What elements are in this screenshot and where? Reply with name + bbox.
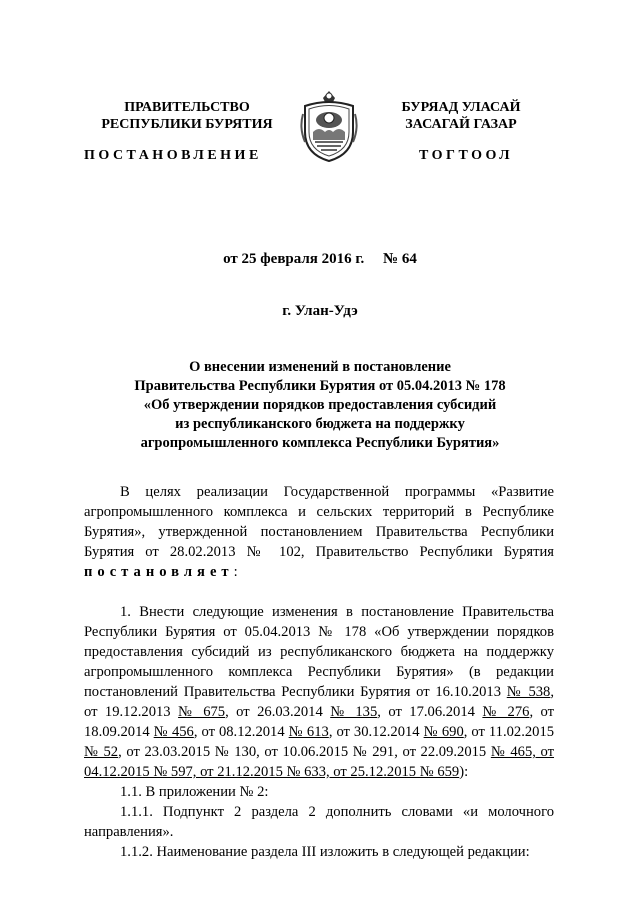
amendment-link[interactable]: № 538 (506, 684, 551, 700)
amendment-link[interactable]: № 465, от 04.12.2015 № 597, от 21.12.2015 № 633, от 25.12.2015 № 659 (84, 744, 555, 780)
document-subject (0, 358, 640, 453)
paragraph-item-1-1: 1.1. В приложении № 2: (120, 784, 269, 800)
amendment-date-text: , от 23.03.2015 № 130, от 10.06.2015 № 291, от 22.09.2015 (118, 744, 491, 760)
document-body (84, 482, 554, 862)
amendment-date-text: ): (459, 764, 469, 780)
amendment-link[interactable]: № 675 (178, 704, 226, 720)
amendment-link[interactable]: № 52 (84, 744, 119, 760)
subject-line: Правительства Республики Бурятия от 05.04.2013 № 178 (134, 378, 506, 394)
coat-of-arms-emblem (299, 88, 359, 164)
paragraph-item-1-1-1: 1.1.1. Подпункт 2 раздела 2 дополнить словами «и молочного направления». (84, 804, 554, 840)
subject-line: из республиканского бюджета на поддержку (175, 416, 465, 432)
header-left-line2: РЕСПУБЛИКИ БУРЯТИЯ (101, 117, 273, 132)
paragraph-item-1-1-2: 1.1.2. Наименование раздела III изложить в следующей редакции: (120, 844, 530, 860)
document-kind-left: ПОСТАНОВЛЕНИЕ (84, 148, 262, 163)
amendment-date-text: , от 17.06.2014 (377, 704, 483, 720)
amendment-link[interactable]: № 613 (288, 724, 329, 740)
resolution-word: постановляет (84, 564, 234, 580)
amendment-date-text: , от 08.12.2014 (193, 724, 289, 740)
header-right-line1: БУРЯАД УЛАСАЙ (401, 100, 521, 115)
paragraph-item-1 (84, 602, 554, 782)
amendment-link[interactable]: № 456 (153, 724, 194, 740)
preamble-text: В целях реализации Государственной программы «Развитие агропромышленного комплекса и сельских территорий в Республике Бурятия», утвержденной постановлением Правительства Республики Бурятия от 28.02.2013 № 102, Правительство Республики Бурятия (84, 484, 554, 560)
amendment-date-text: , от 30.12.2014 (328, 724, 424, 740)
subject-line: О внесении изменений в постановление (189, 359, 451, 375)
subject-line: агропромышленного комплекса Республики Бурятия» (140, 435, 500, 451)
header-left-line1: ПРАВИТЕЛЬСТВО (124, 100, 250, 115)
amendment-date-text: , от 11.02.2015 (463, 724, 555, 740)
header-right (378, 99, 544, 133)
amendment-link[interactable]: № 690 (423, 724, 464, 740)
preamble-end: : (233, 564, 238, 580)
amendment-date-text: , от 26.03.2014 (225, 704, 331, 720)
date-and-number: от 25 февраля 2016 г. № 64 (223, 251, 417, 267)
amendment-date-text: , от 18.09.2014 (84, 704, 555, 740)
paragraph-preamble (84, 482, 554, 582)
amendment-link[interactable]: № 135 (330, 704, 378, 720)
city: г. Улан-Удэ (282, 303, 358, 319)
amendment-link[interactable]: № 276 (482, 704, 530, 720)
item-1-text: 1. Внести следующие изменения в постановление Правительства Республики Бурятия от 05.04.2013 № 178 «Об утверждении порядков предоставления субсидий из республиканского бюджета на поддержку агропромышленного комплекса Республики Бурятия» (в редакции постановлений Правительства Республики Бурятия от 16.10.2013 (84, 604, 554, 700)
subject-line: «Об утверждении порядков предоставления субсидий (143, 397, 497, 413)
header-right-line2: ЗАСАГАЙ ГАЗАР (405, 117, 517, 132)
header-left (93, 99, 281, 133)
document-kind-right: ТОГТООЛ (419, 148, 514, 163)
amendment-date-text: , от 19.12.2013 (84, 684, 554, 720)
